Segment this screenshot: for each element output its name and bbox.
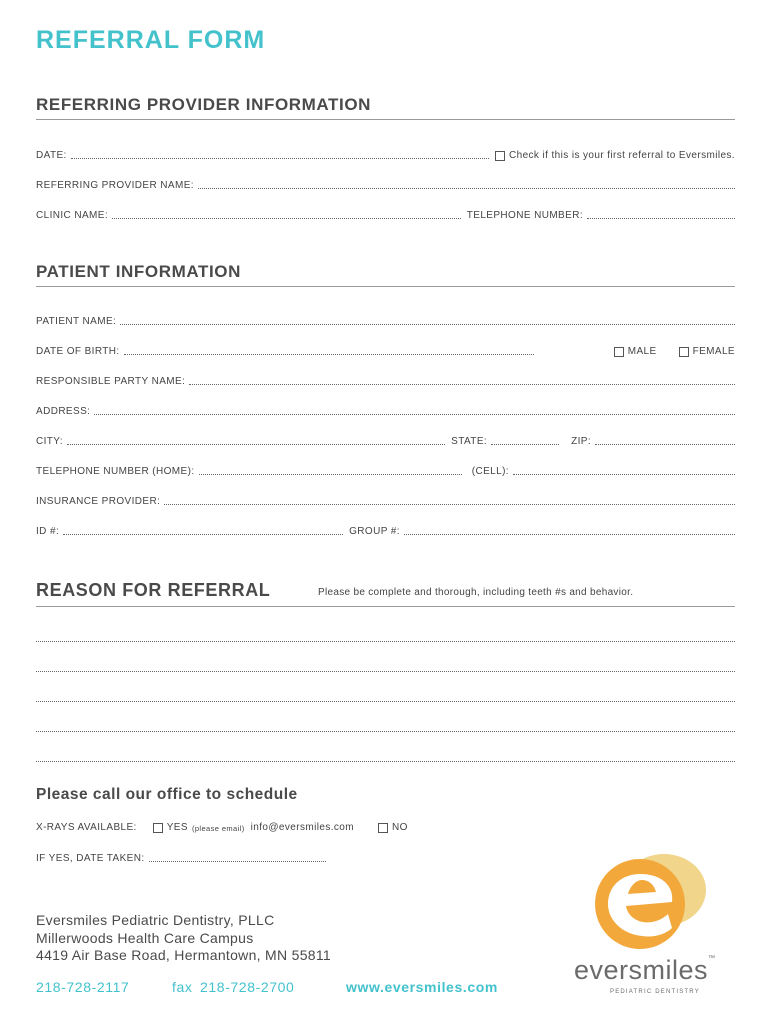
provider-telephone-field[interactable] xyxy=(587,210,735,219)
reason-line[interactable] xyxy=(36,761,735,762)
first-referral-checkbox[interactable] xyxy=(495,150,735,161)
clinic-name-label: CLINIC NAME: xyxy=(36,210,109,221)
reason-section-title: REASON FOR REFERRAL xyxy=(36,580,271,600)
logo-trademark: ™ xyxy=(708,955,716,962)
reason-section-rule xyxy=(36,606,735,607)
zip-label: ZIP: xyxy=(571,436,591,447)
checkbox-icon[interactable] xyxy=(679,347,689,357)
checkbox-icon[interactable] xyxy=(378,823,388,833)
responsible-party-label: RESPONSIBLE PARTY NAME: xyxy=(36,376,186,387)
provider-section-rule xyxy=(36,119,735,120)
home-phone-field[interactable] xyxy=(199,466,462,475)
footer-company: Eversmiles Pediatric Dentistry, PLLC xyxy=(36,912,275,928)
id-field[interactable] xyxy=(63,526,343,535)
logo-name: eversmiles xyxy=(574,955,709,985)
insurance-row xyxy=(36,493,735,507)
logo-subtitle: PEDIATRIC DENTISTRY xyxy=(610,989,700,995)
form-title: REFERRAL FORM xyxy=(36,26,266,54)
date-taken-field[interactable] xyxy=(149,853,326,862)
xrays-no-checkbox[interactable] xyxy=(378,822,408,833)
cell-phone-field[interactable] xyxy=(513,466,735,475)
dob-field[interactable] xyxy=(124,346,534,355)
insurance-field[interactable] xyxy=(164,496,735,505)
office-email[interactable]: info@eversmiles.com xyxy=(250,822,354,833)
address-label: ADDRESS: xyxy=(36,406,91,417)
male-label: MALE xyxy=(627,346,657,357)
address-field[interactable] xyxy=(94,406,735,415)
checkbox-icon[interactable] xyxy=(614,347,624,357)
reason-line[interactable] xyxy=(36,731,735,732)
footer-fax-label: fax xyxy=(172,979,193,995)
cell-phone-label: (CELL): xyxy=(471,466,509,477)
checkbox-icon[interactable] xyxy=(153,823,163,833)
date-field[interactable] xyxy=(71,150,489,159)
provider-name-field[interactable] xyxy=(198,180,735,189)
footer-fax: 218-728-2700 xyxy=(200,979,295,995)
patient-name-label: PATIENT NAME: xyxy=(36,316,117,327)
id-group-row xyxy=(36,523,735,537)
responsible-row xyxy=(36,373,735,387)
eversmiles-logo-icon xyxy=(592,850,714,950)
logo-wordmark xyxy=(574,955,716,986)
date-label: DATE: xyxy=(36,150,67,161)
footer-website[interactable]: www.eversmiles.com xyxy=(346,979,498,995)
patient-section-rule xyxy=(36,286,735,287)
state-field[interactable] xyxy=(491,436,559,445)
first-referral-label: Check if this is your first referral to Eversmiles. xyxy=(508,150,735,161)
city-label: CITY: xyxy=(36,436,64,447)
patient-name-row xyxy=(36,313,735,327)
id-label: ID #: xyxy=(36,526,60,537)
phone-row xyxy=(36,463,735,477)
city-row xyxy=(36,433,735,447)
reason-note: Please be complete and thorough, including teeth #s and behavior. xyxy=(318,587,634,598)
insurance-label: INSURANCE PROVIDER: xyxy=(36,496,161,507)
footer-phone[interactable]: 218-728-2117 xyxy=(36,979,130,995)
xrays-yes-checkbox[interactable] xyxy=(153,822,188,833)
yes-note: (please email) xyxy=(191,824,245,833)
group-label: GROUP #: xyxy=(349,526,400,537)
provider-telephone-label: TELEPHONE NUMBER: xyxy=(466,210,583,221)
reason-line[interactable] xyxy=(36,641,735,642)
date-taken-row xyxy=(36,850,326,864)
patient-section-title: PATIENT INFORMATION xyxy=(36,262,241,281)
provider-name-label: REFERRING PROVIDER NAME: xyxy=(36,180,194,191)
checkbox-icon[interactable] xyxy=(495,151,505,161)
reason-line[interactable] xyxy=(36,701,735,702)
schedule-heading: Please call our office to schedule xyxy=(36,786,298,803)
clinic-row xyxy=(36,207,735,221)
reason-line[interactable] xyxy=(36,671,735,672)
footer-campus: Millerwoods Health Care Campus xyxy=(36,930,254,946)
zip-field[interactable] xyxy=(595,436,735,445)
dob-label: DATE OF BIRTH: xyxy=(36,346,120,357)
no-label: NO xyxy=(392,822,408,833)
responsible-party-field[interactable] xyxy=(189,376,735,385)
group-field[interactable] xyxy=(404,526,735,535)
state-label: STATE: xyxy=(451,436,488,447)
female-checkbox[interactable] xyxy=(679,346,735,357)
yes-label: YES xyxy=(166,822,188,833)
footer-address: 4419 Air Base Road, Hermantown, MN 55811 xyxy=(36,947,332,963)
xrays-row xyxy=(36,819,516,833)
clinic-name-field[interactable] xyxy=(112,210,461,219)
provider-section-title: REFERRING PROVIDER INFORMATION xyxy=(36,95,372,114)
patient-name-field[interactable] xyxy=(120,316,735,325)
provider-name-row xyxy=(36,177,735,191)
address-row xyxy=(36,403,735,417)
city-field[interactable] xyxy=(67,436,445,445)
date-row xyxy=(36,147,735,161)
date-taken-label: IF YES, DATE TAKEN: xyxy=(36,853,145,864)
home-phone-label: TELEPHONE NUMBER (HOME): xyxy=(36,466,195,477)
dob-row xyxy=(36,343,735,357)
female-label: FEMALE xyxy=(692,346,735,357)
xrays-label: X-RAYS AVAILABLE: xyxy=(36,822,137,833)
male-checkbox[interactable] xyxy=(614,346,657,357)
